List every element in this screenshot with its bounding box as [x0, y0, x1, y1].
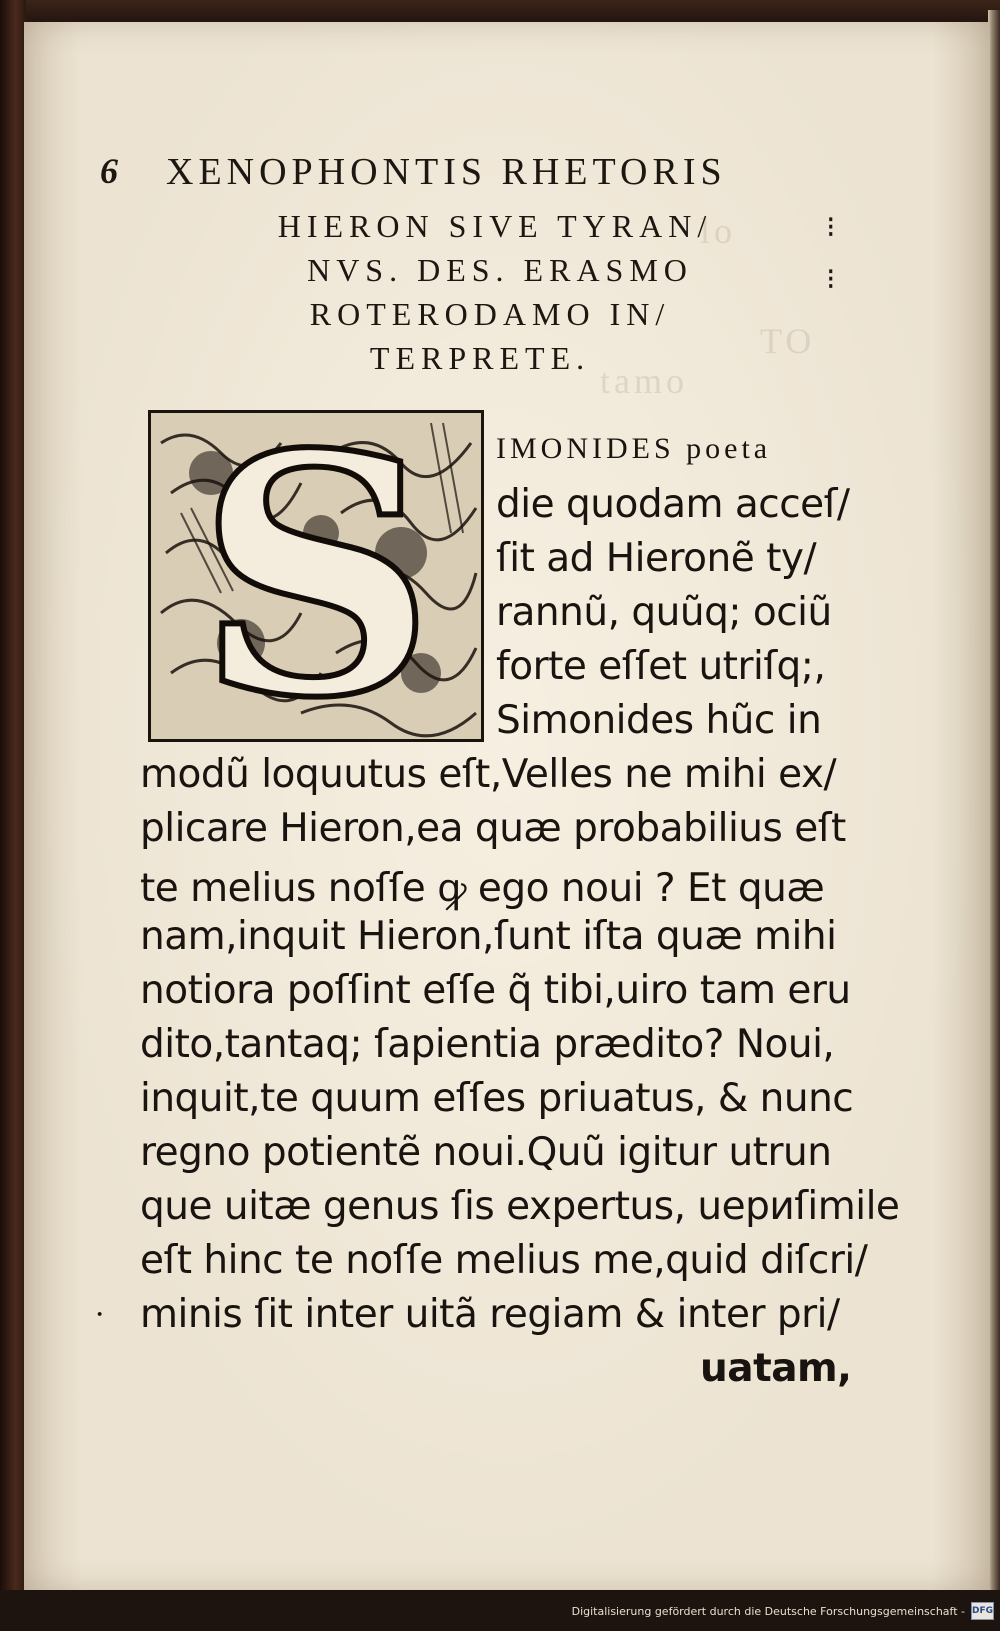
decorated-initial [148, 410, 484, 742]
show-through-text: lo [700, 211, 737, 251]
book-binding-left [0, 0, 26, 1631]
text-line: notiora poſſint eſſe q̃ tibi,uiro tam eru [140, 968, 851, 1013]
text-line: regno potientẽ noui.Quũ igitur utrun [140, 1130, 832, 1175]
text-line: modũ loquutus eſt,Velles ne mihi ex/ [140, 752, 837, 797]
text-line: dito,tantaq; ſapientia prædito? Noui, [140, 1022, 835, 1067]
text-line-content: IMONIDES poeta [496, 432, 772, 465]
text-line: te melius noſſe ꝙ ego noui ? Et quæ [140, 866, 825, 911]
running-head-title: XENOPHONTIS RHETORIS [166, 151, 727, 193]
page-number: 6 [100, 151, 123, 191]
text-line: plicare Hieron,ea quæ probabilius eſt [140, 806, 846, 851]
text-line: forte eſſet utriſq;, [496, 644, 826, 689]
credit-text: Digitalisierung gefördert durch die Deutsche Forschungsgemeinschaft - [571, 1604, 965, 1618]
margin-dot: · [94, 1296, 106, 1333]
title-line: TERPRETE. [369, 340, 591, 376]
text-line: die quodam acceſ/ [496, 482, 850, 527]
show-through-text: TO [760, 321, 816, 361]
text-line: rannũ, quũq; ociũ [496, 590, 832, 635]
text-line: que uitæ genus ſis expertus, uериſimile [140, 1184, 900, 1229]
text-line: ſit ad Hieronẽ ty/ [496, 536, 817, 581]
show-through-text: tamo [600, 361, 688, 401]
margin-bracket: ⁝ [826, 211, 836, 244]
catchword: uatam, [700, 1346, 852, 1391]
dfg-logo: DFG [971, 1602, 994, 1620]
digitization-credit [571, 1600, 1000, 1622]
margin-bracket: ⁝ [826, 263, 836, 296]
initial-letter: S [196, 410, 436, 742]
title-line: NVS. DES. ERASMO [307, 252, 693, 288]
book-background-top [0, 0, 1000, 22]
text-line: eſt hinc te noſſe melius me,quid diſcri/ [140, 1238, 868, 1283]
text-line [496, 432, 771, 466]
title-line: ROTERODAMO IN/ [309, 296, 671, 332]
text-line: minis ſit inter uitã regiam & inter pri/ [140, 1292, 840, 1337]
text-line: nam,inquit Hieron,ſunt iſta quæ mihi [140, 914, 837, 959]
running-header [100, 150, 860, 200]
text-line: Simonides hũc in [496, 698, 822, 743]
title-line: HIERON SIVE TYRAN/ [277, 208, 713, 244]
text-line: inquit,te quum eſſes priuatus, & nunc [140, 1076, 854, 1121]
